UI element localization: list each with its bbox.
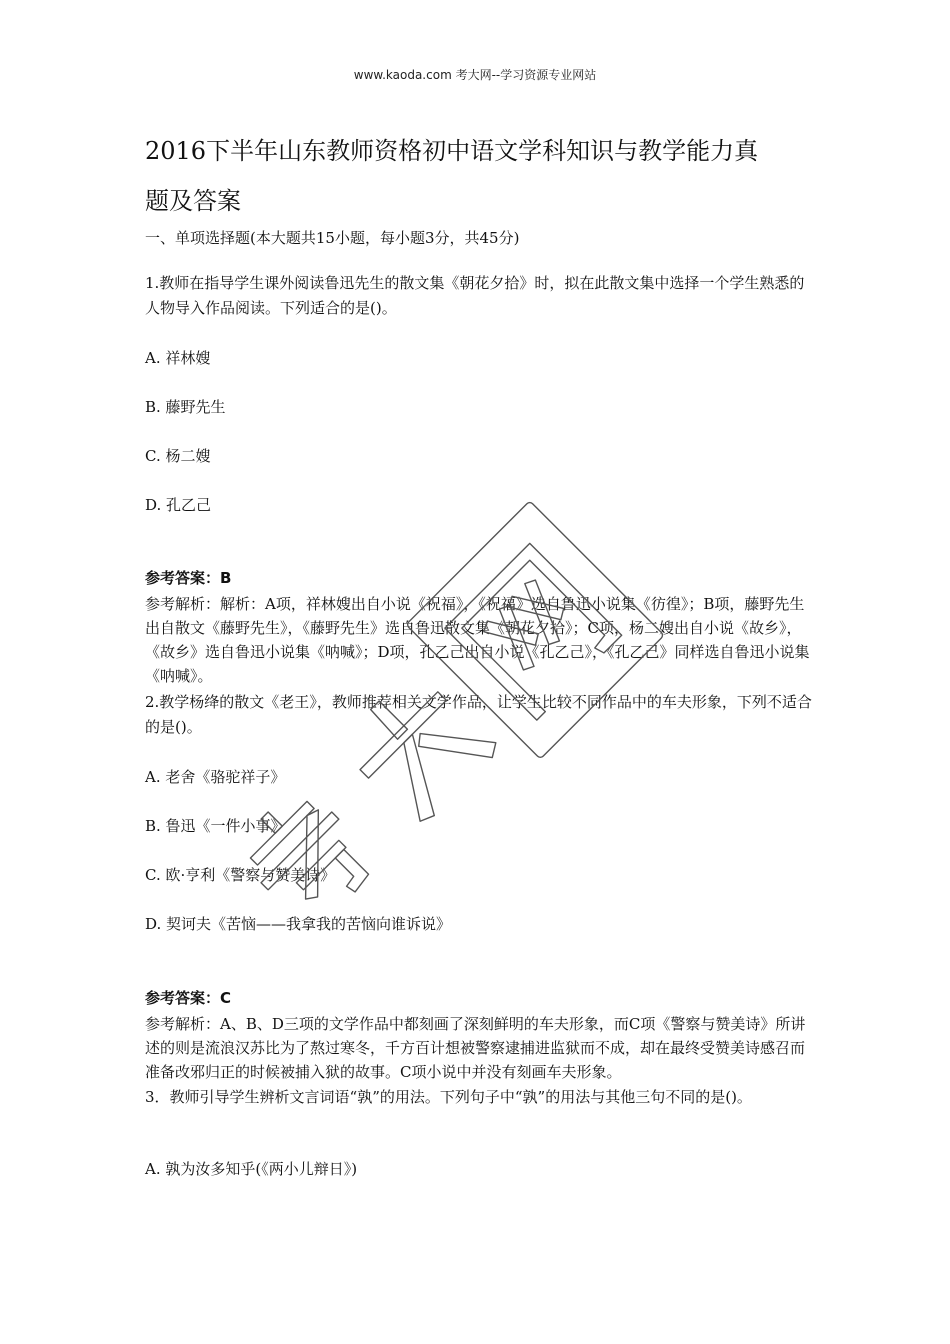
question-1-stem: 1.教师在指导学生课外阅读鲁迅先生的散文集《朝花夕拾》时，拟在此散文集中选择一个学生熟悉的人物导入作品阅读。下列适合的是()。: [145, 274, 805, 317]
question-3-stem: 3．教师引导学生辨析文言词语“孰”的用法。下列句子中“孰”的用法与其他三句不同的是()。: [145, 1088, 752, 1106]
site-header: www.kaoda.com 考大网--学习资源专业网站: [353, 68, 597, 82]
question-1-option-b: B. 藤野先生: [145, 398, 226, 416]
question-2-option-a: A. 老舍《骆驼祥子》: [145, 768, 286, 786]
question-2-option-d: D. 契诃夫《苦恼——我拿我的苦恼向谁诉说》: [145, 915, 452, 933]
question-2-analysis: 参考解析：A、B、D三项的文学作品中都刻画了深刻鲜明的车夫形象，而C项《警察与赞美诗》所讲述的则是流浪汉苏比为了熬过寒冬，千方百计想被警察逮捕进监狱而不成，却在最终受赞美诗感召而准备改邪归正的时候被捕入狱的故事。C项小说中并没有刻画车夫形象。: [145, 1015, 806, 1081]
question-1-analysis: 参考解析：解析：A项，祥林嫂出自小说《祝福》，《祝福》选自鲁迅小说集《彷徨》；B项，藤野先生出自散文《藤野先生》，《藤野先生》选自鲁迅散文集《朝花夕拾》；C项，杨二嫂出自小说《故乡》，《故乡》选自鲁迅小说集《呐喊》；D项，孔乙己出自小说《孔乙己》，《孔乙己》同样选自鲁迅小说集《呐喊》。: [145, 595, 810, 685]
question-1-option-a: A. 祥林嫂: [145, 349, 211, 367]
question-2-answer: 参考答案：C: [145, 989, 232, 1007]
question-1-option-c: C. 杨二嫂: [145, 447, 211, 465]
question-1-option-d: D. 孔乙己: [145, 496, 212, 514]
watermark-char-da: [335, 664, 501, 830]
question-3-option-a: A. 孰为汝多知乎(《两小儿辩日》): [145, 1160, 358, 1178]
question-2-option-c: C. 欧·亨利《警察与赞美诗》: [145, 866, 336, 884]
question-1-answer: 参考答案：B: [145, 569, 232, 587]
question-2-option-b: B. 鲁迅《一件小事》: [145, 817, 286, 835]
document-title-line-1: 2016下半年山东教师资格初中语文学科知识与教学能力真: [145, 137, 759, 165]
section-heading: 一、单项选择题(本大题共15小题，每小题3分，共45分): [145, 229, 520, 247]
document-title-line-2: 题及答案: [145, 187, 241, 215]
question-2-stem: 2.教学杨绛的散文《老王》，教师推荐相关文学作品，让学生比较不同作品中的车夫形象，下列不适合的是()。: [145, 693, 812, 736]
